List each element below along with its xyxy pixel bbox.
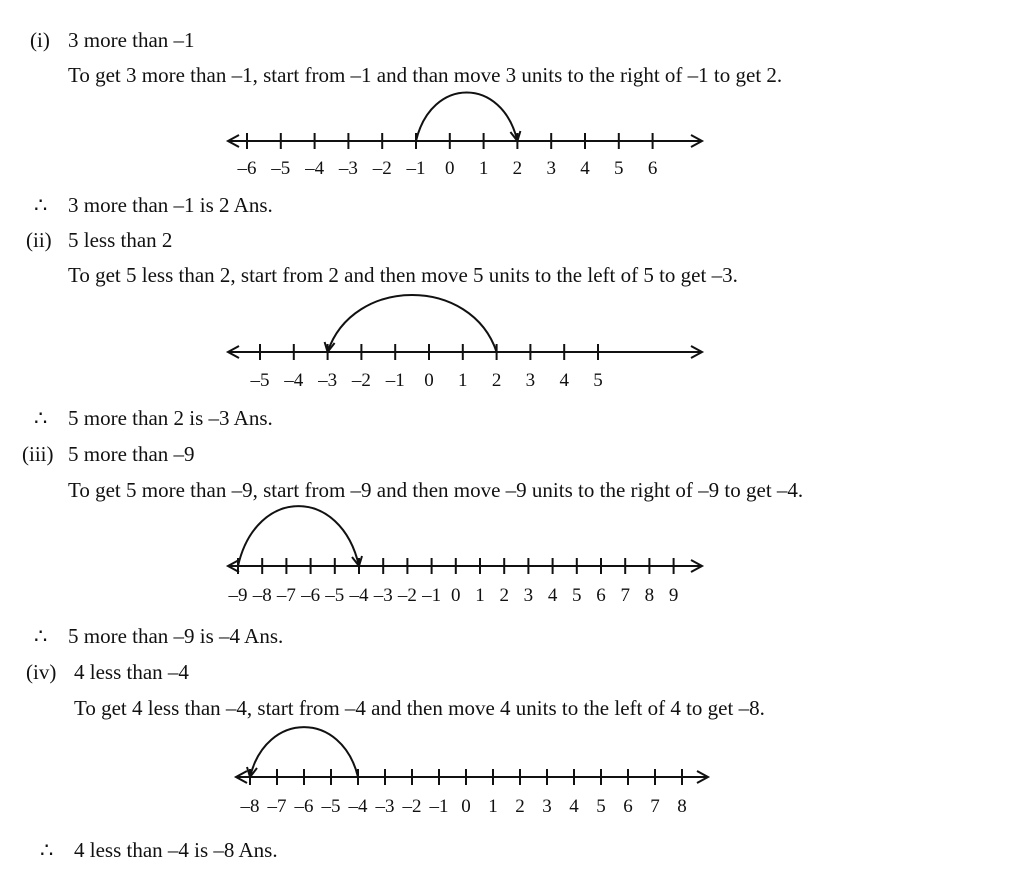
tick-label: –7 — [276, 585, 296, 606]
tick-label: 3 — [546, 158, 556, 179]
tick-label: 2 — [491, 370, 502, 391]
tick-label: 7 — [620, 585, 630, 606]
therefore-icon: ∴ — [34, 624, 48, 648]
tick-label: 5 — [596, 796, 606, 817]
item-title: 3 more than –1 — [68, 28, 195, 52]
tick-label: –7 — [267, 796, 287, 817]
tick-label: –8 — [240, 796, 260, 817]
tick-label: –2 — [397, 585, 417, 606]
tick-label: –3 — [373, 585, 393, 606]
item-label: (iii) — [22, 442, 54, 466]
answer-text: 5 more than 2 is –3 Ans. — [68, 406, 273, 430]
tick-label: 7 — [650, 796, 660, 817]
tick-label: –3 — [318, 370, 338, 391]
tick-label: 2 — [515, 796, 525, 817]
tick-label: –6 — [294, 796, 314, 817]
tick-label: –5 — [250, 370, 270, 391]
explanation-text: To get 4 less than –4, start from –4 and then move 4 units to the left of 4 to get –8. — [74, 696, 765, 720]
tick-label: 4 — [559, 370, 569, 391]
tick-label: –8 — [252, 585, 272, 606]
item-label: (i) — [30, 28, 50, 52]
tick-label: –4 — [284, 370, 304, 391]
tick-label: 4 — [569, 796, 579, 817]
tick-label: 2 — [499, 585, 509, 606]
tick-label: 5 — [593, 370, 603, 391]
answer-text: 4 less than –4 is –8 Ans. — [74, 838, 278, 862]
tick-label: –5 — [271, 158, 291, 179]
answer-text: 5 more than –9 is –4 Ans. — [68, 624, 284, 648]
tick-label: 3 — [542, 796, 552, 817]
tick-label: 1 — [478, 158, 489, 179]
item-title: 5 more than –9 — [68, 442, 195, 466]
tick-label: 0 — [424, 370, 434, 391]
tick-label: –1 — [385, 370, 405, 391]
tick-label: 1 — [458, 370, 468, 391]
item-label: (iv) — [26, 660, 57, 684]
tick-label: 3 — [523, 585, 534, 606]
tick-label: –4 — [305, 158, 325, 179]
item-label: (ii) — [26, 228, 52, 252]
tick-label: –1 — [422, 585, 442, 606]
tick-label: 6 — [647, 158, 658, 179]
tick-label: –1 — [429, 796, 449, 817]
explanation-text: To get 5 more than –9, start from –9 and then move –9 units to the right of –9 to get –4. — [68, 478, 804, 502]
item-title: 4 less than –4 — [74, 660, 189, 684]
tick-label: –2 — [351, 370, 371, 391]
therefore-icon: ∴ — [34, 406, 48, 430]
tick-label: –5 — [325, 585, 345, 606]
tick-label: –1 — [406, 158, 426, 179]
tick-label: –3 — [375, 796, 395, 817]
tick-label: 3 — [525, 370, 536, 391]
tick-label: –2 — [402, 796, 422, 817]
therefore-icon: ∴ — [40, 838, 54, 862]
explanation-text: To get 3 more than –1, start from –1 and than move 3 units to the right of –1 to get 2. — [68, 63, 783, 87]
item-title: 5 less than 2 — [68, 228, 173, 252]
tick-label: 8 — [677, 796, 687, 817]
tick-label: –6 — [301, 585, 321, 606]
tick-label: 1 — [488, 796, 498, 817]
tick-label: 6 — [596, 585, 606, 606]
tick-label: –6 — [237, 158, 257, 179]
tick-label: –4 — [348, 796, 368, 817]
explanation-text: To get 5 less than 2, start from 2 and then move 5 units to the left of 5 to get –3. — [68, 263, 738, 287]
tick-label: 0 — [461, 796, 471, 817]
tick-label: 6 — [623, 796, 633, 817]
tick-label: –4 — [349, 585, 369, 606]
tick-label: 5 — [614, 158, 624, 179]
tick-label: –3 — [338, 158, 358, 179]
tick-label: 2 — [512, 158, 523, 179]
tick-label: 0 — [451, 585, 461, 606]
therefore-icon: ∴ — [34, 193, 48, 217]
tick-label: 4 — [580, 158, 590, 179]
answer-text: 3 more than –1 is 2 Ans. — [68, 193, 273, 217]
tick-label: –5 — [321, 796, 341, 817]
tick-label: 5 — [572, 585, 582, 606]
tick-label: –2 — [372, 158, 392, 179]
tick-label: 8 — [644, 585, 655, 606]
tick-label: 4 — [547, 585, 558, 606]
tick-label: 1 — [475, 585, 485, 606]
tick-label: 9 — [668, 585, 679, 606]
tick-label: 0 — [445, 158, 455, 179]
tick-label: –9 — [228, 585, 248, 606]
